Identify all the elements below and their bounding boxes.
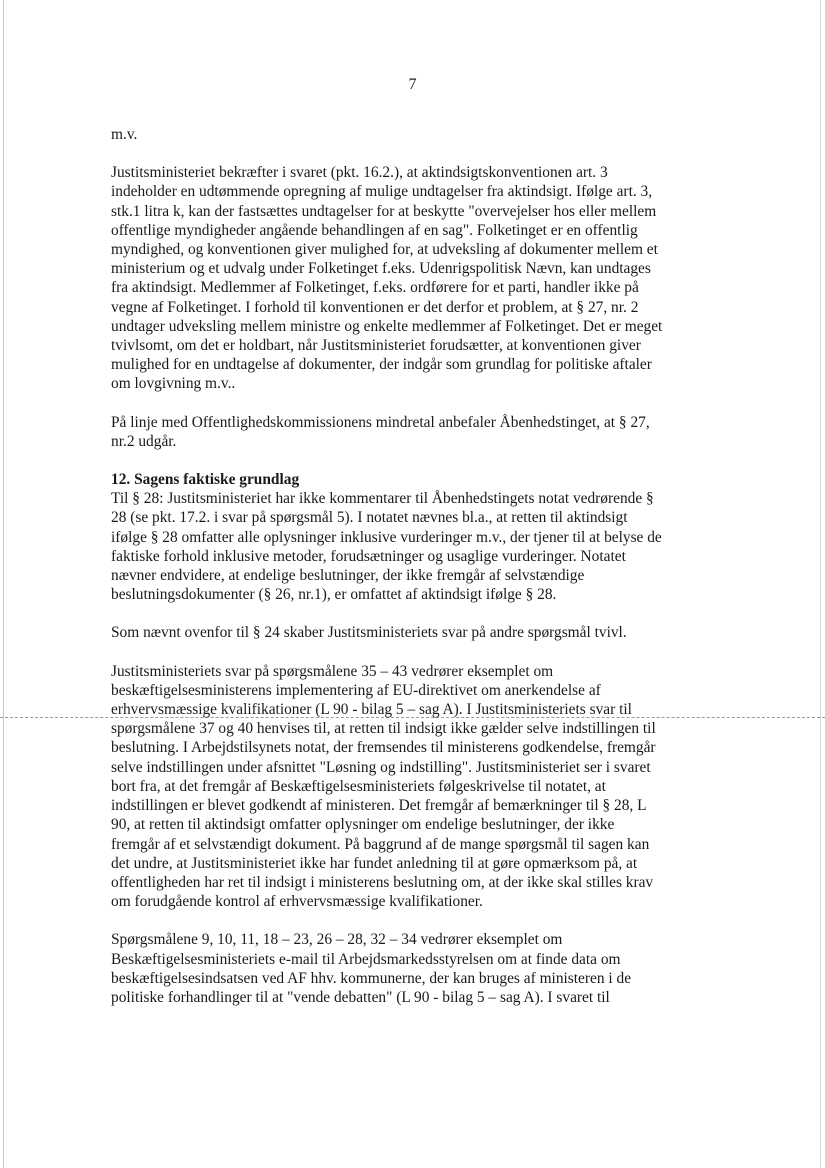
text-line: Spørgsmålene 9, 10, 11, 18 – 23, 26 – 28, 32 – 34 vedrører eksemplet om (111, 931, 563, 949)
text-line: det undre, at Justitsministeriet ikke har fundet anledning til at gøre opmærksom på, at (111, 854, 638, 872)
text-line: fremgår af et selvstændigt dokument. På baggrund af de mange spørgsmål til sagen kan (111, 835, 650, 853)
text-line: om lovgivning m.v.. (111, 375, 236, 393)
text-line: offentligheden har ret til indsigt i ministerens beslutning om, at der ikke skal stilles krav (111, 873, 654, 891)
text-line: Justitsministeriet bekræfter i svaret (pkt. 16.2.), at aktindsigtskonventionen art. 3 (111, 164, 608, 182)
text-line: ministerium og et udvalg under Folketinget f.eks. Udenrigspolitisk Nævn, kan undtages (111, 260, 651, 278)
text-line: beslutning. I Arbejdstilsynets notat, der fremsendes til ministerens godkendelse, fremgår (111, 739, 656, 757)
paragraph (111, 413, 711, 451)
text-line: nævner endvidere, at endelige beslutninger, der ikke fremgår af selvstændige (111, 567, 585, 585)
text-line: spørgsmålene 37 og 40 henvises til, at retten til indsigt ikke gælder selve indstillingen til (111, 720, 656, 738)
text-line: vegne af Folketinget. I forhold til konventionen er det derfor et problem, at § 27, nr. 2 (111, 298, 639, 316)
text-line: bort fra, at det fremgår af Beskæftigelsesministeriets følgeskrivelse til notatet, at (111, 777, 606, 795)
text-line: 28 (se pkt. 17.2. i svar på spørgsmål 5). I notatet nævnes bl.a., at retten til aktindsigt (111, 509, 628, 527)
paragraph (111, 163, 711, 393)
paragraph (111, 470, 711, 604)
text-line: faktiske forhold inklusive metoder, forudsætninger og usaglige vurderinger. Notatet (111, 547, 626, 565)
text-line: offentlige myndigheder angående behandlingen af en sag". Folketinget er en offentlig (111, 221, 638, 239)
paragraph (111, 662, 711, 912)
text-line: ifølge § 28 omfatter alle oplysninger inklusive vurderinger m.v., der tjener til at belyse de (111, 528, 662, 546)
text-line: stk.1 litra k, kan der fastsættes undtagelser for at beskytte "overvejelser hos eller mellem (111, 202, 657, 220)
text-line: selve indstillingen under afsnittet "Løsning og indstilling". Justitsministeriet ser i svaret (111, 758, 651, 776)
scan-edge-left (3, 0, 4, 1168)
page-number: 7 (408, 76, 417, 93)
text-line: beskæftigelsesministerens implementering af EU-direktivet om anerkendelse af (111, 681, 601, 699)
text-line: undtager udveksling mellem ministre og enkelte medlemmer af Folketinget. Det er meget (111, 317, 663, 335)
paragraph (111, 930, 711, 1007)
scan-edge-right (820, 0, 821, 1168)
text-line: tvivlsomt, om det er holdbart, når Justitsministeriet forudsætter, at konventionen giver (111, 337, 641, 355)
text-line: indstillingen er blevet godkendt af ministeren. Det fremgår af bemærkninger til § 28, L (111, 797, 647, 815)
paragraph (111, 125, 711, 144)
text-line: politiske forhandlinger til at "vende debatten" (L 90 - bilag 5 – sag A). I svaret til (111, 988, 610, 1006)
section-title: 12. Sagens faktiske grundlag (111, 471, 300, 489)
text-line: 90, at retten til aktindsigt omfatter oplysninger om endelige beslutninger, der ikke (111, 816, 615, 834)
text-line: Justitsministeriets svar på spørgsmålene 35 – 43 vedrører eksemplet om (111, 662, 554, 680)
text-line: m.v. (111, 126, 138, 143)
text-line: fra aktindsigt. Medlemmer af Folketinget, f.eks. ordførere for et parti, handler ikke på (111, 279, 639, 297)
text-line: Som nævnt ovenfor til § 24 skaber Justitsministeriets svar på andre spørgsmål tvivl. (111, 624, 627, 642)
document-body (111, 125, 711, 1026)
text-line: mulighed for en undtagelse af dokumenter, der indgår som grundlag for politiske aftaler (111, 356, 652, 374)
paragraph (111, 623, 711, 642)
text-line: Beskæftigelsesministeriets e-mail til Arbejdsmarkedsstyrelsen om at finde data om (111, 950, 621, 968)
text-line: På linje med Offentlighedskommissionens mindretal anbefaler Åbenhedstinget, at § 27, (111, 413, 650, 431)
text-line: erhvervsmæssige kvalifikationer (L 90 - bilag 5 – sag A). I Justitsministeriets svar til (111, 701, 632, 719)
text-line: nr.2 udgår. (111, 432, 177, 450)
text-line: Til § 28: Justitsministeriet har ikke kommentarer til Åbenhedstingets notat vedrørende § (111, 490, 654, 508)
text-line: beskæftigelsesindsatsen ved AF hhv. kommunerne, der kan bruges af ministeren i de (111, 969, 632, 987)
text-line: om forudgående kontrol af erhvervsmæssige kvalifikationer. (111, 893, 483, 911)
text-line: beslutningsdokumenter (§ 26, nr.1), er omfattet af aktindsigt ifølge § 28. (111, 586, 557, 604)
text-line: myndighed, og konventionen giver mulighed for, at udveksling af dokumenter mellem et (111, 241, 658, 259)
text-line: indeholder en udtømmende opregning af mulige undtagelser fra aktindsigt. Ifølge art. 3, (111, 183, 653, 201)
